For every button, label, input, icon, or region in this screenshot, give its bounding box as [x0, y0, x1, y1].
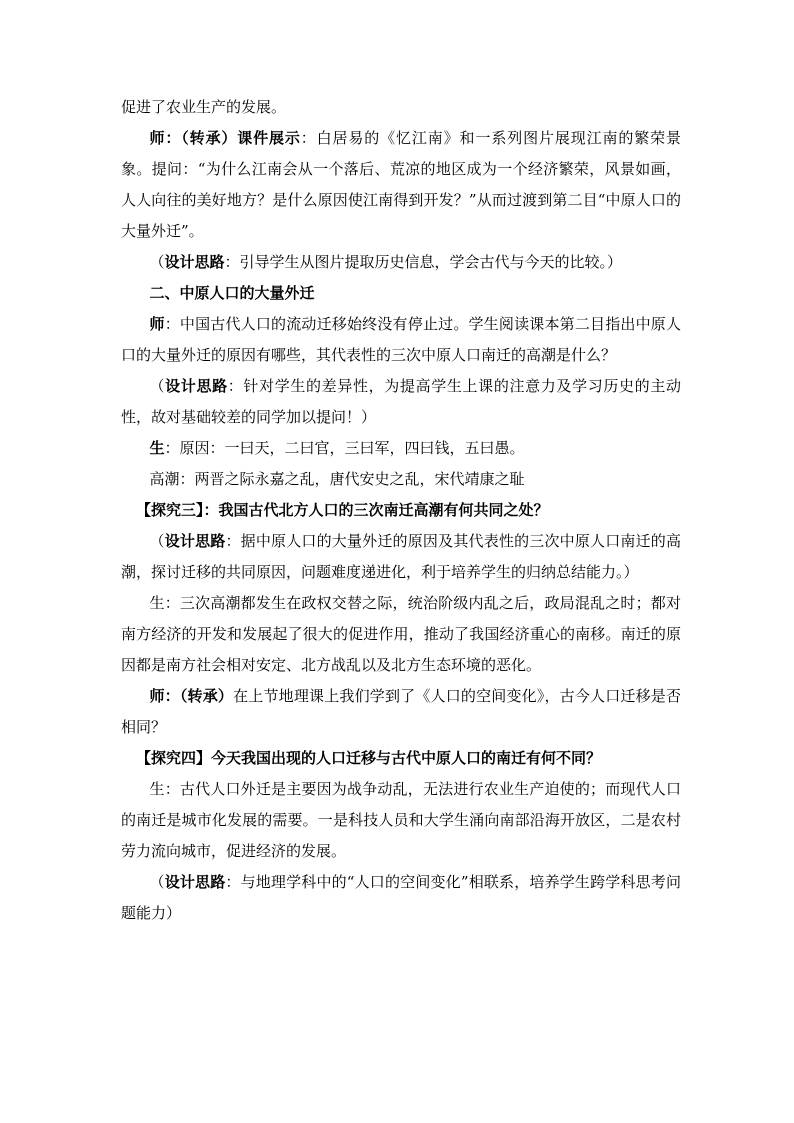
paragraph-teacher-transition-2	[121, 681, 681, 743]
paragraph-text: ：中国古代人口的流动迁移始终没有停止过。学生阅读课本第二目指出中原人口的大量外迁的原因有哪些，其代表性的三次中原人口南迁的高潮是什么？	[121, 315, 681, 364]
open-paren: （	[149, 873, 165, 891]
inquiry-label: 【探究三】	[136, 501, 204, 519]
paragraph-text: 在上节地理课上我们学到了《人口的空间变化》，古今人口迁移是否相同？	[121, 687, 681, 736]
paragraph-text: ：三次高潮都发生在政权交替之际，统治阶级内乱之后，政局混乱之时；都对南方经济的开发和发展起了很大的促进作用，推动了我国经济重心的南移。南迁的原因都是南方社会相对安定、北方战乱以及北方生态环境的恶化。	[121, 594, 681, 674]
paragraph-text: ：引导学生从图片提取历史信息，学会古代与今天的比较。）	[224, 253, 623, 271]
design-label: 设计思路	[164, 532, 226, 550]
paragraph-student-answer-3	[121, 774, 681, 867]
paragraph-student-answer-2	[121, 588, 681, 681]
teacher-label: 师：（转承）课件展示	[149, 129, 301, 147]
open-paren: （	[149, 532, 165, 550]
paragraph-inquiry-3	[121, 495, 681, 526]
open-paren: （	[149, 377, 166, 395]
open-paren: （	[149, 253, 165, 271]
paragraph-text: ：白居易的《忆江南》和一系列图片展现江南的繁荣景象。提问：“为什么江南会从一个落后、荒凉的地区成为一个经济繁荣，风景如画，人人向往的美好地方？是什么原因使江南得到开发？”从而过渡到第二目“中原人口的大量外迁”。	[121, 129, 681, 240]
paragraph-text: ：针对学生的差异性，为提高学生上课的注意力及学习历史的主动性，故对基础较差的同学加以提问！）	[121, 377, 681, 426]
student-label: 生	[149, 594, 165, 612]
section-heading-text: 二、中原人口的大量外迁	[149, 284, 315, 302]
design-label: 设计思路	[164, 873, 226, 891]
paragraph-text: ：古代人口外迁是主要因为战争动乱，无法进行农业生产迫使的；而现代人口的南迁是城市化发展的需要。一是科技人员和大学生涌向南部沿海开放区，二是农村劳力流向城市，促进经济的发展。	[121, 780, 681, 860]
design-label: 设计思路	[165, 377, 228, 395]
paragraph-design-note-4	[121, 867, 681, 929]
paragraph-text: ：据中原人口的大量外迁的原因及其代表性的三次中原人口南迁的高潮，探讨迁移的共同原因，问题难度递进化，利于培养学生的归纳总结能力。）	[121, 532, 681, 581]
paragraph-climax	[121, 464, 681, 495]
paragraph-student-answer-1	[121, 433, 681, 464]
paragraph-text: 高潮：两晋之际永嘉之乱，唐代安史之乱，宋代靖康之耻	[149, 470, 525, 488]
inquiry-question: 今天我国出现的人口迁移与古代中原人口的南迁有何不同？	[211, 749, 602, 767]
paragraph-text: ：原因：一曰天，二曰官，三曰军，四曰钱，五曰愚。	[164, 439, 525, 457]
paragraph-teacher-question	[121, 309, 681, 371]
paragraph-intro	[121, 92, 681, 123]
lesson-plan-body	[121, 92, 681, 929]
paragraph-text: 促进了农业生产的发展。	[121, 98, 287, 116]
teacher-label: 师：	[149, 687, 180, 705]
section-heading	[121, 278, 681, 309]
paragraph-design-note-1	[121, 247, 681, 278]
paragraph-teacher-transition	[121, 123, 681, 247]
design-label: 设计思路	[164, 253, 225, 271]
paragraph-text: ：与地理学科中的“人口的空间变化”相联系，培养学生跨学科思考问题能力）	[121, 873, 681, 922]
teacher-label: 师	[149, 315, 165, 333]
student-label: 生	[149, 439, 165, 457]
inquiry-question: ：我国古代北方人口的三次南迁高潮有何共同之处？	[203, 501, 549, 519]
paragraph-design-note-3	[121, 526, 681, 588]
paragraph-design-note-2	[121, 371, 681, 433]
transition-label: （转承）	[179, 687, 234, 705]
paragraph-inquiry-4	[121, 743, 681, 774]
inquiry-label: 【探究四】	[136, 749, 212, 767]
student-label: 生	[149, 780, 165, 798]
